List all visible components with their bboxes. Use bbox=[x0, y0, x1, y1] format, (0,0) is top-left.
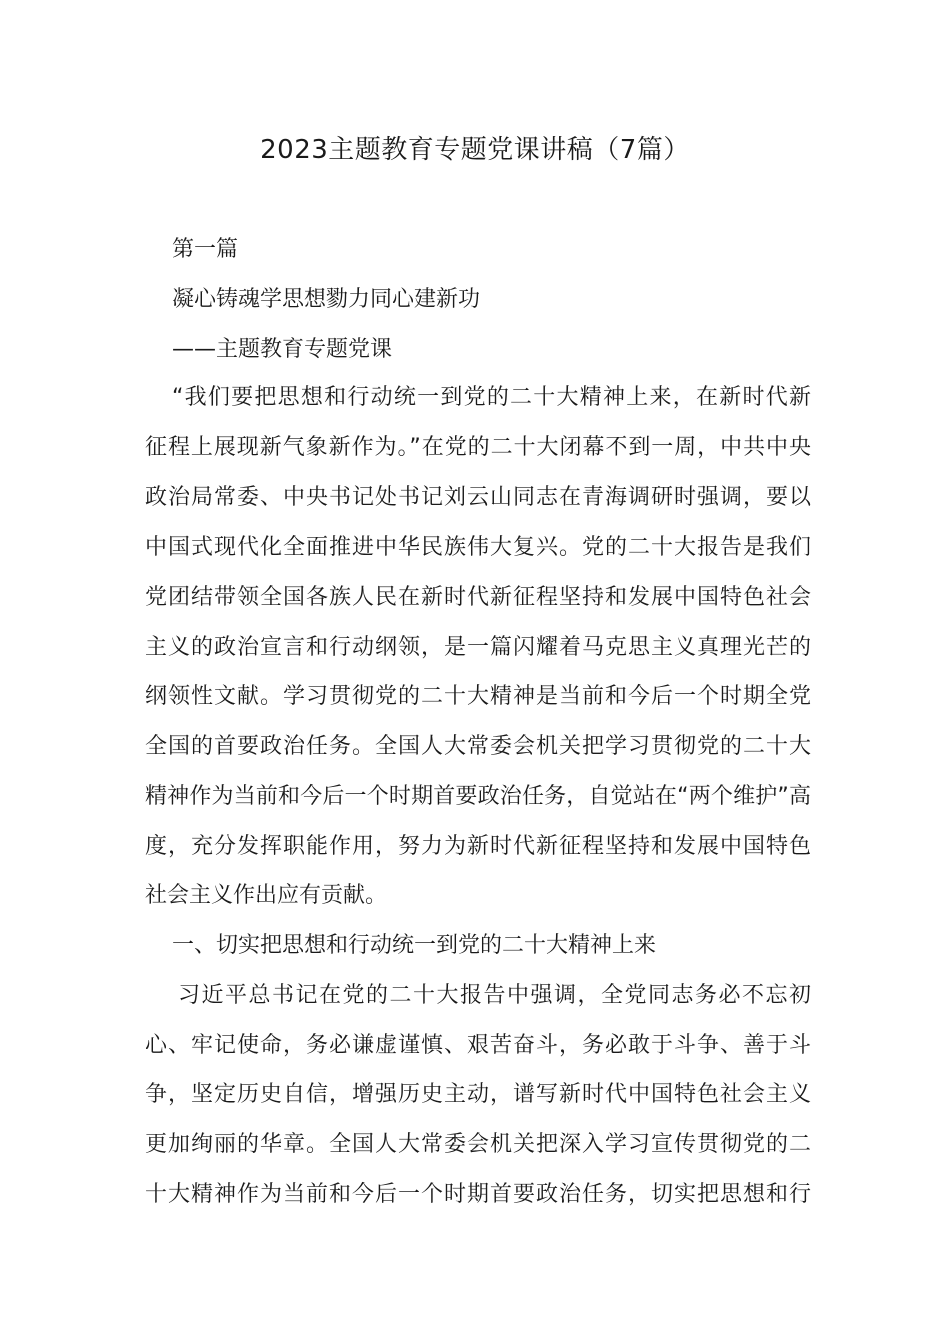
paragraph1-line: 政治局常委、中央书记处书记刘云山同志在青海调研时强调，要以 bbox=[145, 485, 811, 510]
paragraph1-line: 精神作为当前和今后一个时期首要政治任务，自觉站在“两个维护”高 bbox=[145, 784, 811, 809]
paragraph1-line: 中国式现代化全面推进中华民族伟大复兴。党的二十大报告是我们 bbox=[145, 535, 811, 560]
article-subtitle: ——主题教育专题党课 bbox=[172, 337, 393, 362]
paragraph1-line: 度，充分发挥职能作用，努力为新时代新征程坚持和发展中国特色 bbox=[145, 834, 811, 859]
section-heading: 一、切实把思想和行动统一到党的二十大精神上来 bbox=[172, 933, 657, 958]
paragraph1-line: 征程上展现新气象新作为。”在党的二十大闭幕不到一周，中共中央 bbox=[145, 435, 811, 460]
paragraph2-line: 更加绚丽的华章。全国人大常委会机关把深入学习宣传贯彻党的二 bbox=[145, 1132, 811, 1157]
paragraph2-line: 心、牢记使命，务必谦虚谨慎、艰苦奋斗，务必敢于斗争、善于斗 bbox=[145, 1033, 811, 1058]
paragraph2-line: 十大精神作为当前和今后一个时期首要政治任务，切实把思想和行 bbox=[145, 1182, 811, 1207]
section-label: 第一篇 bbox=[172, 237, 239, 262]
paragraph1-line: 党团结带领全国各族人民在新时代新征程坚持和发展中国特色社会 bbox=[145, 585, 811, 610]
paragraph2-line: 争，坚定历史自信，增强历史主动，谱写新时代中国特色社会主义 bbox=[145, 1082, 811, 1107]
paragraph1-line: 全国的首要政治任务。全国人大常委会机关把学习贯彻党的二十大 bbox=[145, 734, 811, 759]
paragraph1-line: “我们要把思想和行动统一到党的二十大精神上来，在新时代新 bbox=[172, 385, 811, 410]
paragraph1-line: 社会主义作出应有贡献。 bbox=[145, 883, 388, 908]
document-title: 2023主题教育专题党课讲稿（7篇） bbox=[260, 135, 690, 165]
paragraph1-line: 主义的政治宣言和行动纲领，是一篇闪耀着马克思主义真理光芒的 bbox=[145, 635, 811, 660]
paragraph1-line: 纲领性文献。学习贯彻党的二十大精神是当前和今后一个时期全党 bbox=[145, 684, 811, 709]
paragraph2-line: 习近平总书记在党的二十大报告中强调，全党同志务必不忘初 bbox=[178, 983, 811, 1008]
article-title: 凝心铸魂学思想勠力同心建新功 bbox=[172, 287, 481, 312]
